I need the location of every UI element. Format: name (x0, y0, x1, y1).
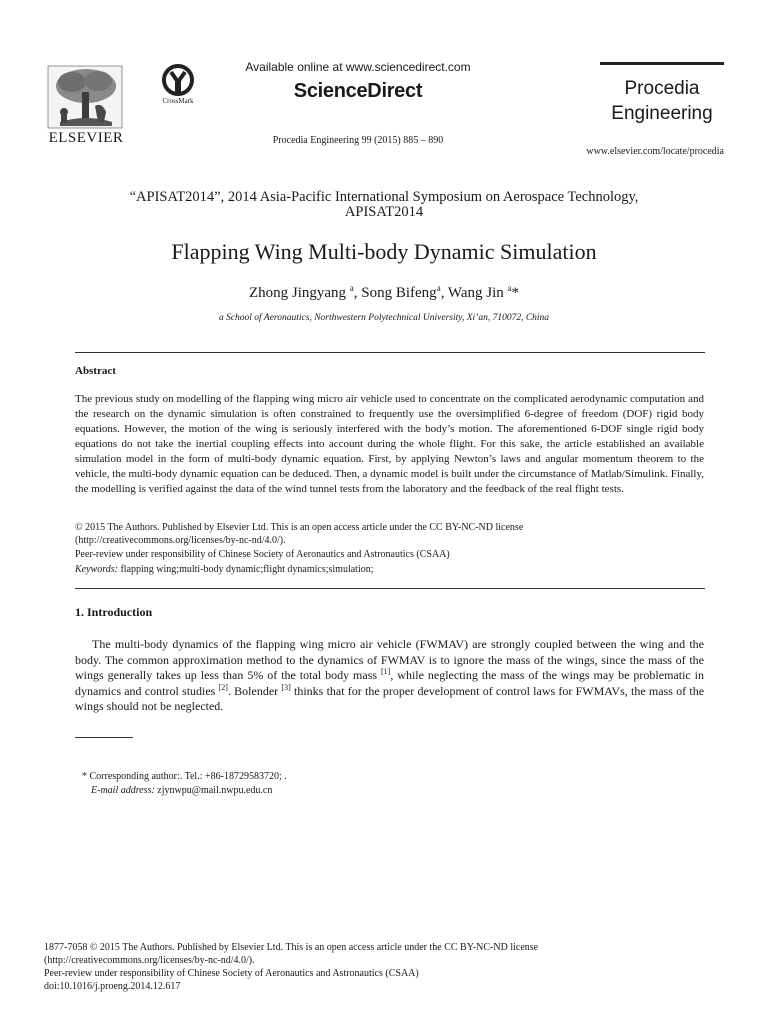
email-address[interactable]: zjynwpu@mail.nwpu.edu.cn (154, 785, 273, 796)
keywords-list: flapping wing;multi-body dynamic;flight dynamics;simulation; (120, 564, 374, 575)
footer-license-link[interactable]: (http://creativecommons.org/licenses/by-nc-nd/4.0/). (44, 955, 255, 966)
journal-url-link[interactable]: www.elsevier.com/locate/procedia (586, 146, 724, 157)
conference-line2: APISAT2014 (344, 204, 424, 220)
sciencedirect-logo[interactable]: ScienceDirect (293, 80, 423, 102)
section-heading: 1. Introduction (75, 605, 153, 619)
author-name: Wang Jin (447, 285, 504, 301)
conference-name (60, 190, 708, 220)
footer-block (44, 941, 724, 993)
license-link[interactable]: (http://creativecommons.org/licenses/by-nc-nd/4.0/). (75, 535, 286, 546)
affiliation-marker: a (436, 283, 441, 293)
email-note (91, 785, 272, 796)
abstract-bottom-rule (75, 588, 705, 589)
affiliation-marker: a (349, 283, 354, 293)
email-label: E-mail address: (91, 785, 155, 796)
peer-review-notice: Peer-review under responsibility of Chinese Society of Aeronautics and Astronautics (CSAA) (75, 549, 450, 560)
abstract-body: The previous study on modelling of the flapping wing micro air vehicle used to concentrate on the complicated aerodynamic computation and the research on the dynamic simulation is often constrained to frequently use the oversimplified 6-degree of freedom (DOF) rigid body equations. However, the motion of the wing is seriously interfered with the body’s motion. The aforementioned 6-DOF single rigid body equations do not take the inertial coupling effects into account during the whole flight. For this sake, the article established an available simulation model in the form of multi-body dynamic equation. First, by applying Newton’s laws and angular momentum theorem to the vehicle, the multi-body dynamic equation can be deduced. Then, a dynamic model is built under the circumstance of Matlab/Simulink. Finally, the modelling is verified against the data of the wind tunnel tests from the laboratory and the feedback of the real flight tests. (75, 393, 704, 495)
author-separator: , (353, 285, 362, 301)
journal-name (600, 76, 724, 126)
author-separator: , (440, 285, 448, 301)
intro-text-part: The multi-body dynamics of the flapping wing micro air vehicle (FWMAV) are strongly coupled between the wing and the body. The common approximation method to the dynamics of FWMAV is to ignore the mass of the wings, since the mass of the wings generally takes up less than 5% of the total body mass (75, 637, 704, 682)
corresponding-author-note: * Corresponding author:. Tel.: +86-18729583720; . (82, 771, 287, 782)
footnote-rule (75, 737, 133, 738)
conference-line1: “APISAT2014”, 2014 Asia-Pacific International Symposium on Aerospace Technology, (129, 189, 639, 205)
affiliation: a School of Aeronautics, Northwestern Polytechnical University, Xi’an, 710072, China (218, 313, 550, 323)
available-online-text: Available online at www.sciencedirect.com (245, 60, 471, 74)
intro-paragraph (75, 637, 704, 715)
footer-copyright: 1877-7058 © 2015 The Authors. Published by Elsevier Ltd. This is an open access article under the CC BY-NC-ND license (44, 942, 539, 953)
author-list (40, 283, 728, 302)
author-name: Zhong Jingyang (248, 285, 347, 301)
journal-citation: Procedia Engineering 99 (2015) 885 – 890 (272, 135, 444, 146)
citation-ref[interactable]: [1] (381, 667, 391, 676)
author-name: Song Bifeng (361, 285, 437, 301)
abstract-top-rule (75, 352, 705, 353)
keywords-label: Keywords: (75, 564, 118, 575)
footer-peer-review: Peer-review under responsibility of Chinese Society of Aeronautics and Astronautics (CSAA) (44, 968, 419, 979)
affiliation-marker: a (507, 283, 512, 293)
copyright-notice: © 2015 The Authors. Published by Elsevier Ltd. This is an open access article under the CC BY-NC-ND license (75, 522, 524, 533)
abstract-heading: Abstract (75, 365, 116, 377)
journal-name-line2: Engineering (611, 103, 713, 124)
intro-text-part: , while neglecting the mass of the wings may be problematic in dynamics and control studies (75, 668, 705, 698)
crossmark-label: CrossMark (162, 97, 194, 105)
intro-text-part: . Bolender (227, 683, 279, 698)
citation-ref[interactable]: [2] (218, 682, 228, 692)
journal-name-line1: Procedia (624, 78, 700, 99)
keywords (75, 564, 704, 576)
intro-text-part: thinks that for the proper development of control laws for FWMAVs, the mass of the wings should not be neglected. (75, 683, 705, 713)
citation-ref[interactable]: [3] (281, 682, 291, 692)
corresponding-marker: * (511, 285, 520, 301)
footer-doi[interactable]: doi:10.1016/j.proeng.2014.12.617 (44, 981, 181, 992)
publisher-wordmark: ELSEVIER (48, 130, 124, 146)
paper-title: Flapping Wing Multi-body Dynamic Simulation (171, 239, 597, 264)
journal-brand-rule (600, 62, 724, 65)
